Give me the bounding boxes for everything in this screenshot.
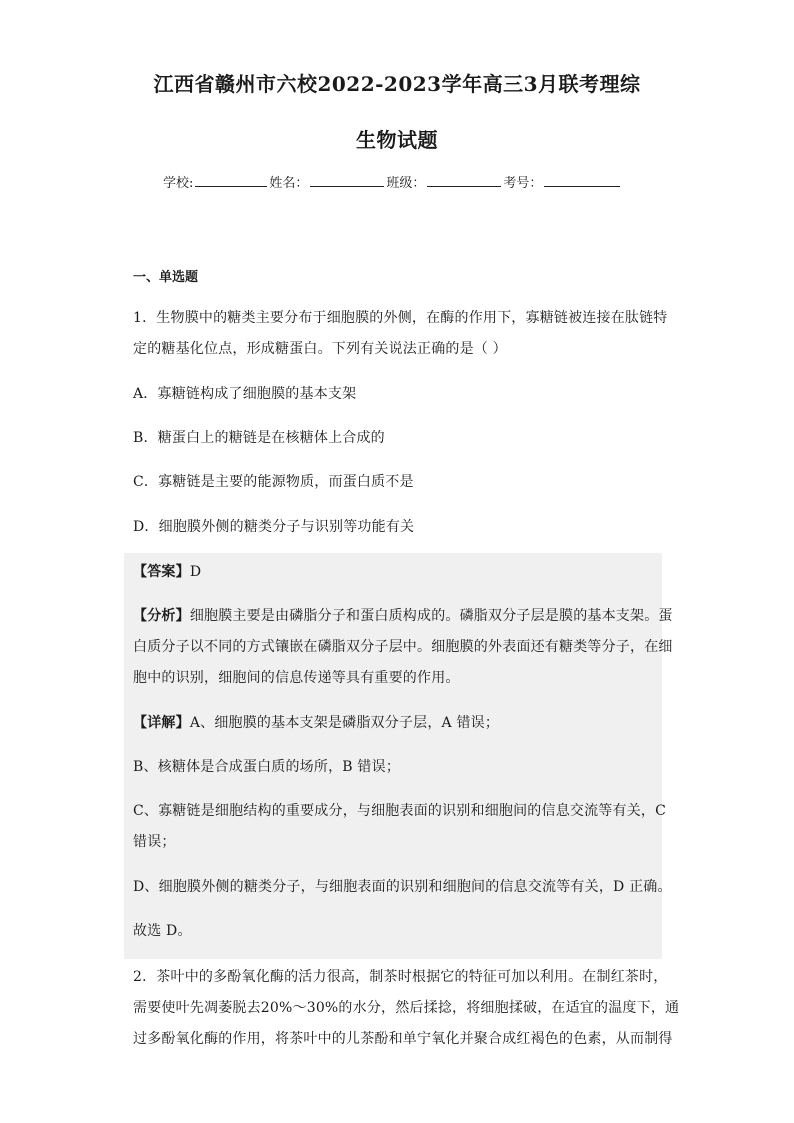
name-label: 姓名： [269,176,309,191]
option-b: B．糖蛋白上的糖链是在核糖体上合成的 [133,430,385,446]
option-c: C．寡糖链是主要的能源物质，而蛋白质不是 [133,474,414,490]
section-heading: 一、单选题 [133,270,199,285]
answer-label: 【答案】 [133,564,190,580]
conclusion-line: 故选 D。 [133,923,192,939]
detail-line-4: 错误； [133,834,176,850]
exam-subtitle: 生物试题 [356,128,438,152]
student-info-row [163,172,622,191]
name-blank [310,174,384,187]
answer-line [133,561,201,581]
option-d: D．细胞膜外侧的糖类分子与识别等功能有关 [133,519,415,535]
school-blank [195,174,267,187]
exam-number-blank [544,174,620,187]
question-2-stem-line-3: 过多酚氧化酶的作用，将茶叶中的儿茶酚和单宁氧化并聚合成红褐色的色素，从而制得 [133,1031,673,1047]
analysis-line-2: 白质分子以不同的方式镶嵌在磷脂双分子层中。细胞膜的外表面还有糖类等分子，在细 [133,639,673,655]
class-blank [427,174,501,187]
analysis-label: 【分析】 [133,608,190,624]
detail-line-5: D、细胞膜外侧的糖类分子，与细胞表面的识别和细胞间的信息交流等有关，D 正确。 [133,879,672,895]
analysis-line-3: 胞中的识别，细胞间的信息传递等具有重要的作用。 [133,670,460,686]
detail-line-2: B、核糖体是合成蛋白质的场所，B 错误； [133,759,401,775]
class-label: 班级： [386,176,426,191]
question-1-stem-line-2: 定的糖基化位点，形成糖蛋白。下列有关说法正确的是（ ） [133,341,507,357]
answer-value: D [189,564,202,580]
exam-number-label: 考号： [503,176,543,191]
analysis-text-1: 细胞膜主要是由磷脂分子和蛋白质构成的。磷脂双分子层是膜的基本支架。蛋 [189,608,673,624]
school-label: 学校: [163,176,194,191]
detail-line-3: C、寡糖链是细胞结构的重要成分，与细胞表面的识别和细胞间的信息交流等有关，C [133,803,667,819]
option-a: A．寡糖链构成了细胞膜的基本支架 [133,386,357,402]
exam-title: 江西省赣州市六校2022-2023学年高三3月联考理综 [153,72,641,96]
analysis-line-1 [133,605,673,625]
question-2-stem-line-2: 需要使叶先凋萎脱去20%～30%的水分，然后揉捻，将细胞揉破，在适宜的温度下，通 [133,1000,680,1016]
question-1-stem-line-1: 1．生物膜中的糖类主要分布于细胞膜的外侧，在酶的作用下，寡糖链被连接在肽链特 [133,310,668,326]
question-2-stem-line-1: 2．茶叶中的多酚氧化酶的活力很高，制茶时根据它的特征可加以利用。在制红茶时， [133,969,668,985]
detail-text-1: A、细胞膜的基本支架是磷脂双分子层，A 错误； [189,715,500,731]
detail-label: 【详解】 [133,715,190,731]
detail-line-1 [133,712,499,732]
